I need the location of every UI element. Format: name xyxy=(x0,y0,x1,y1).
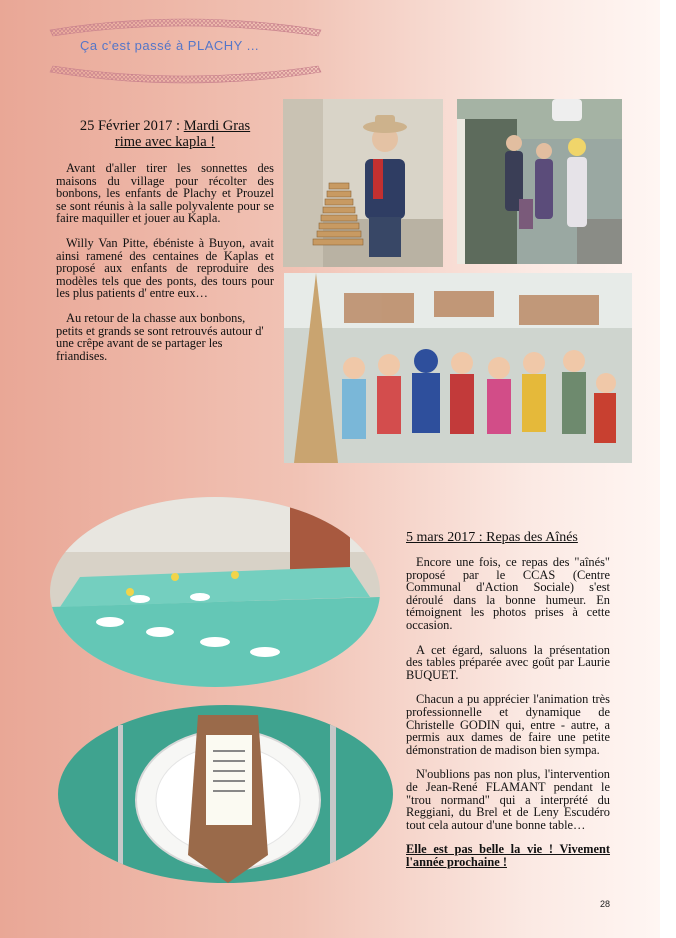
paragraph: Chacun a pu apprécier l'animation très professionnelle et dynamique de Christelle GODIN qui, entre - autre, a permis aux dames de faire une petite démonstration de madison bien sympa. xyxy=(406,692,610,757)
article-title-line1: Mardi Gras xyxy=(183,118,251,134)
page-margin xyxy=(660,0,676,938)
paragraph: Willy Van Pitte, ébéniste à Buyon, avait ainsi ramené des centaines de Kaplas et proposé aux enfants de reproduire des modèles tels que des ponts, des tours pour les plus patients d' entre eux… xyxy=(56,235,274,301)
photo-boy-kapla xyxy=(283,99,443,267)
page-title: Ça c'est passé à PLACHY ... xyxy=(80,38,260,53)
article-title xyxy=(56,118,274,150)
photo-group-kids xyxy=(284,273,632,463)
article-date: 25 Février 2017 : xyxy=(79,118,184,134)
paragraph: Avant d'aller tirer les sonnettes des maisons du village pour récolter des bonbons, les enfants de Plachy et Prouzel se sont réunis à la salle polyvalente pour se faire maquiller et jouer au Kapla. xyxy=(56,161,274,226)
article-title-line2: rime avec kapla ! xyxy=(114,134,216,150)
paragraph: Au retour de la chasse aux bonbons, petits et grands se sont retrouvés autour d' une crêpe avant de se partager les friandises. xyxy=(56,310,264,363)
closing-remark: Elle est pas belle la vie ! Vivement l'année prochaine ! xyxy=(406,842,610,870)
article-title: 5 mars 2017 : Repas des Aînés xyxy=(406,530,578,545)
page-number: 28 xyxy=(600,899,611,909)
article-mardi-gras xyxy=(56,118,274,374)
article-repas-aines xyxy=(406,530,610,869)
photo-banquet-hall xyxy=(50,497,380,687)
photo-kids-street xyxy=(457,99,622,264)
paragraph: A cet égard, saluons la présentation des tables préparée avec goût par Laurie BUQUET. xyxy=(406,642,610,682)
paragraph: Encore une fois, ce repas des "aînés" proposé par le CCAS (Centre Communal d'Action Sociale) s'est déroulé dans la bonne humeur. En témoignent les photos prises à cette occasion. xyxy=(406,555,610,632)
paragraph: N'oublions pas non plus, l'intervention de Jean-René FLAMANT pendant le "trou normand" qui a interprété du Reggiani, du Brel et de Leny Escudéro tout cela autour d'une bonne table… xyxy=(406,767,610,832)
photo-place-setting xyxy=(58,705,393,883)
